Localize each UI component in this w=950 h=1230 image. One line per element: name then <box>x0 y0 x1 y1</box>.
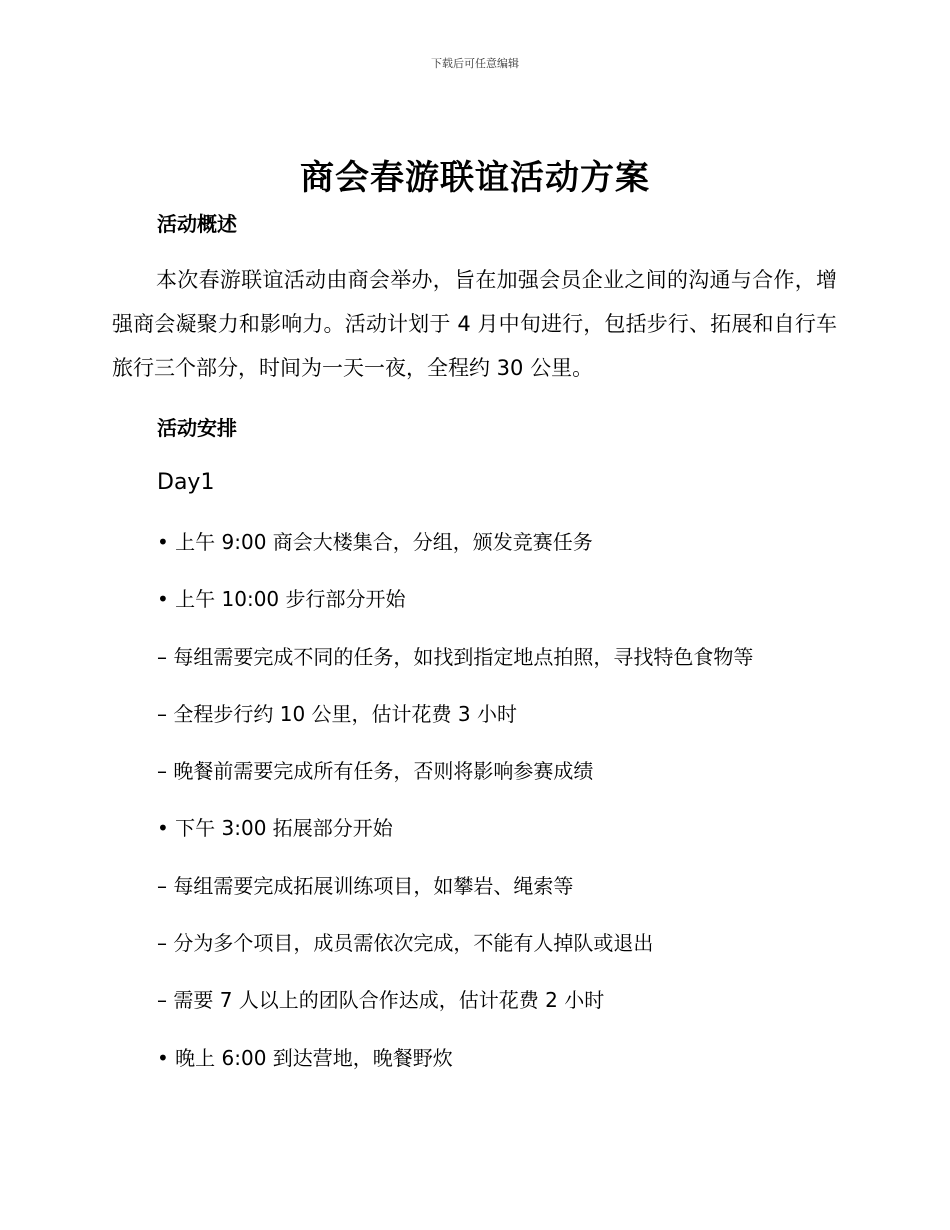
schedule-item: – 全程步行约 10 公里，估计花费 3 小时 <box>157 701 517 726</box>
schedule-item: – 每组需要完成不同的任务，如找到指定地点拍照，寻找特色食物等 <box>157 644 754 669</box>
schedule-item: – 分为多个项目，成员需依次完成，不能有人掉队或退出 <box>157 931 654 956</box>
section-heading-overview: 活动概述 <box>157 212 237 236</box>
schedule-item: • 晚上 6:00 到达营地，晚餐野炊 <box>157 1045 453 1070</box>
schedule-item: • 下午 3:00 拓展部分开始 <box>157 816 393 841</box>
day-label: Day1 <box>157 470 215 495</box>
schedule-item: – 晚餐前需要完成所有任务，否则将影响参赛成绩 <box>157 759 594 784</box>
overview-paragraph: 本次春游联谊活动由商会举办，旨在加强会员企业之间的沟通与合作，增强商会凝聚力和影响力。活动计划于 4 月中旬进行，包括步行、拓展和自行车旅行三个部分，时间为一天一夜，全程约 30 公里。 <box>112 268 837 380</box>
schedule-list <box>157 520 753 1093</box>
section-heading-schedule: 活动安排 <box>157 416 237 440</box>
schedule-item: – 需要 7 人以上的团队合作达成，估计花费 2 小时 <box>157 988 605 1013</box>
schedule-item: • 上午 9:00 商会大楼集合，分组，颁发竞赛任务 <box>157 530 593 554</box>
schedule-item: – 每组需要完成拓展训练项目，如攀岩、绳索等 <box>157 873 574 898</box>
document-title: 商会春游联谊活动方案 <box>300 158 650 198</box>
schedule-item: • 上午 10:00 步行部分开始 <box>157 587 406 612</box>
header-note: 下载后可任意编辑 <box>431 57 519 70</box>
